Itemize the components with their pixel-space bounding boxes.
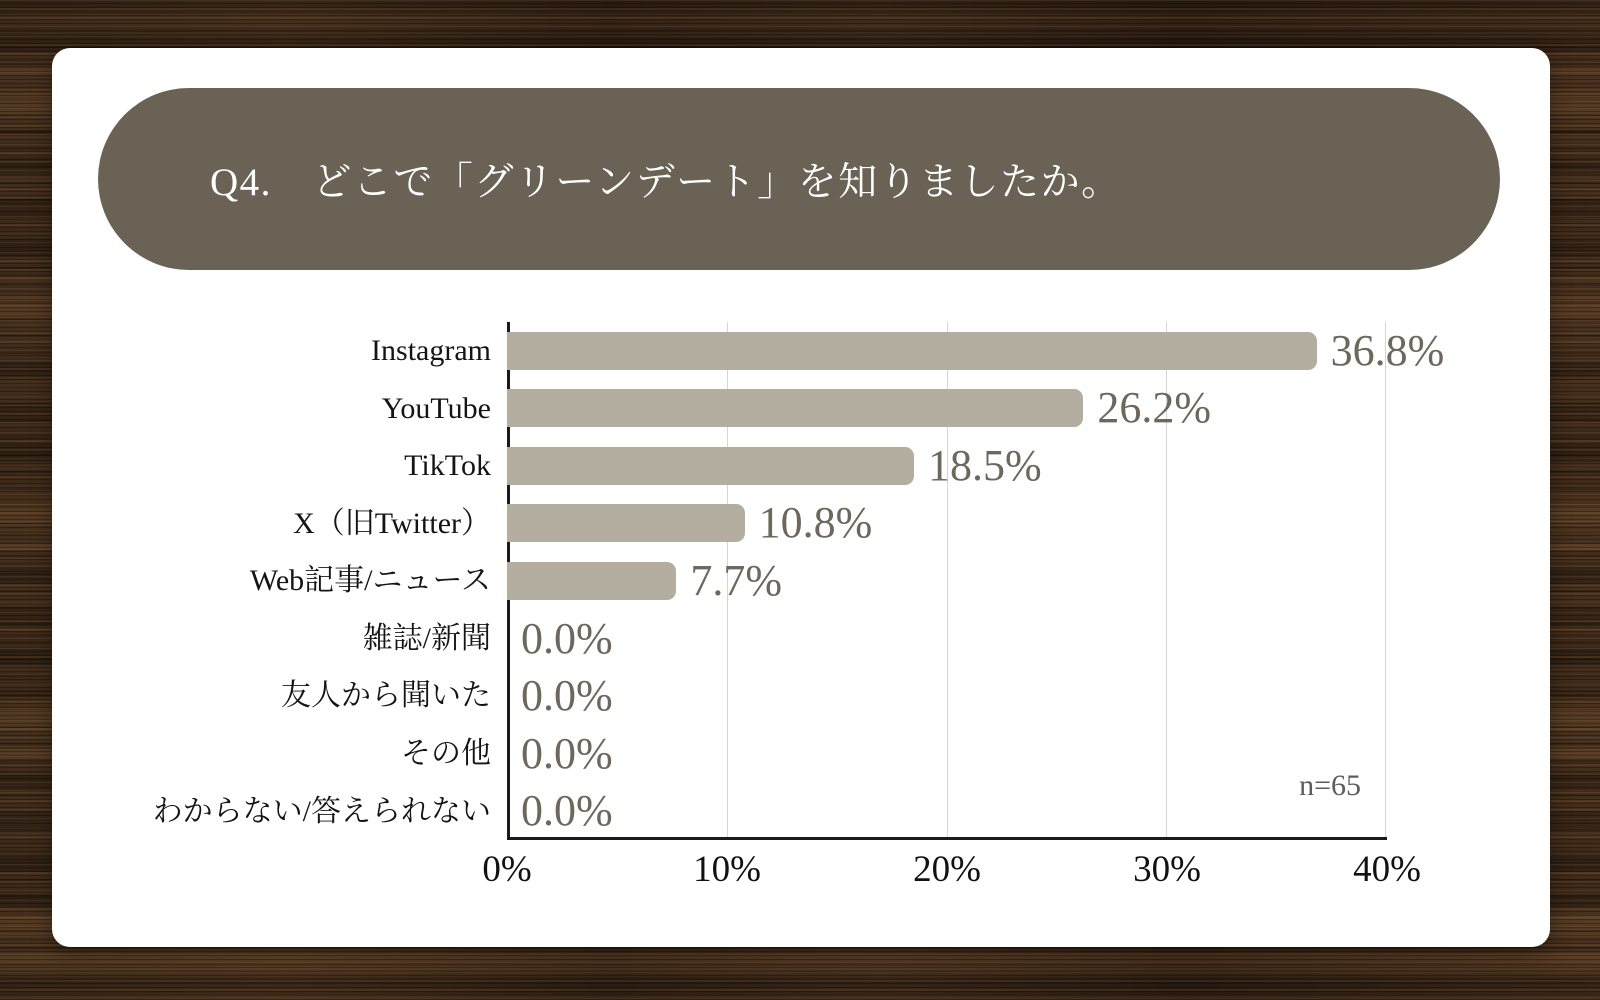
slide-card bbox=[52, 48, 1550, 947]
category-label: TikTok bbox=[404, 449, 491, 483]
category-label: Instagram bbox=[371, 334, 491, 368]
value-label: 36.8% bbox=[1330, 325, 1445, 375]
category-label: 友人から聞いた bbox=[281, 679, 491, 713]
chart-row bbox=[64, 437, 1387, 495]
category-label: Web記事/ニュース bbox=[249, 564, 491, 598]
chart-row bbox=[64, 380, 1387, 438]
bar-cell bbox=[507, 783, 1387, 841]
sample-size-label: n=65 bbox=[1299, 769, 1361, 802]
bar bbox=[507, 389, 1083, 427]
category-label: 雑誌/新聞 bbox=[362, 621, 491, 655]
chart-row bbox=[64, 667, 1387, 725]
bar-chart bbox=[64, 322, 1445, 922]
bar-cell bbox=[507, 610, 1387, 668]
chart-row bbox=[64, 552, 1387, 610]
x-tick-label: 40% bbox=[1353, 849, 1421, 890]
x-tick-label: 10% bbox=[693, 849, 761, 890]
bar-cell bbox=[507, 725, 1387, 783]
bar bbox=[507, 562, 676, 600]
question-header bbox=[98, 88, 1500, 270]
chart-row bbox=[64, 783, 1387, 841]
value-label: 0.0% bbox=[521, 786, 613, 836]
chart-rows bbox=[64, 322, 1445, 840]
x-axis-ticks bbox=[482, 848, 1421, 898]
bar-cell bbox=[507, 495, 1387, 553]
bar-cell bbox=[507, 437, 1387, 495]
chart-row bbox=[64, 495, 1387, 553]
value-label: 26.2% bbox=[1097, 383, 1212, 433]
chart-row bbox=[64, 610, 1387, 668]
bar-cell bbox=[507, 380, 1387, 438]
question-title: Q4. どこで「グリーンデート」を知りましたか。 bbox=[210, 161, 1122, 204]
category-label: X（旧Twitter） bbox=[293, 506, 491, 540]
chart-row bbox=[64, 322, 1445, 380]
value-label: 0.0% bbox=[521, 728, 613, 778]
bar bbox=[507, 504, 745, 542]
value-label: 18.5% bbox=[928, 440, 1042, 490]
x-tick-label: 20% bbox=[913, 849, 981, 890]
bar-cell bbox=[507, 322, 1445, 380]
value-label: 0.0% bbox=[521, 671, 613, 721]
x-tick-label: 30% bbox=[1133, 849, 1201, 890]
value-label: 10.8% bbox=[758, 498, 873, 548]
chart-row bbox=[64, 725, 1387, 783]
bar-cell bbox=[507, 552, 1387, 610]
bar-cell bbox=[507, 667, 1387, 725]
category-label: YouTube bbox=[381, 391, 491, 425]
bar bbox=[507, 447, 914, 485]
category-label: わからない/答えられない bbox=[152, 794, 491, 828]
x-tick-label: 0% bbox=[482, 849, 532, 890]
value-label: 7.7% bbox=[690, 556, 783, 606]
category-label: その他 bbox=[401, 736, 491, 770]
value-label: 0.0% bbox=[521, 613, 613, 663]
bar bbox=[507, 332, 1317, 370]
